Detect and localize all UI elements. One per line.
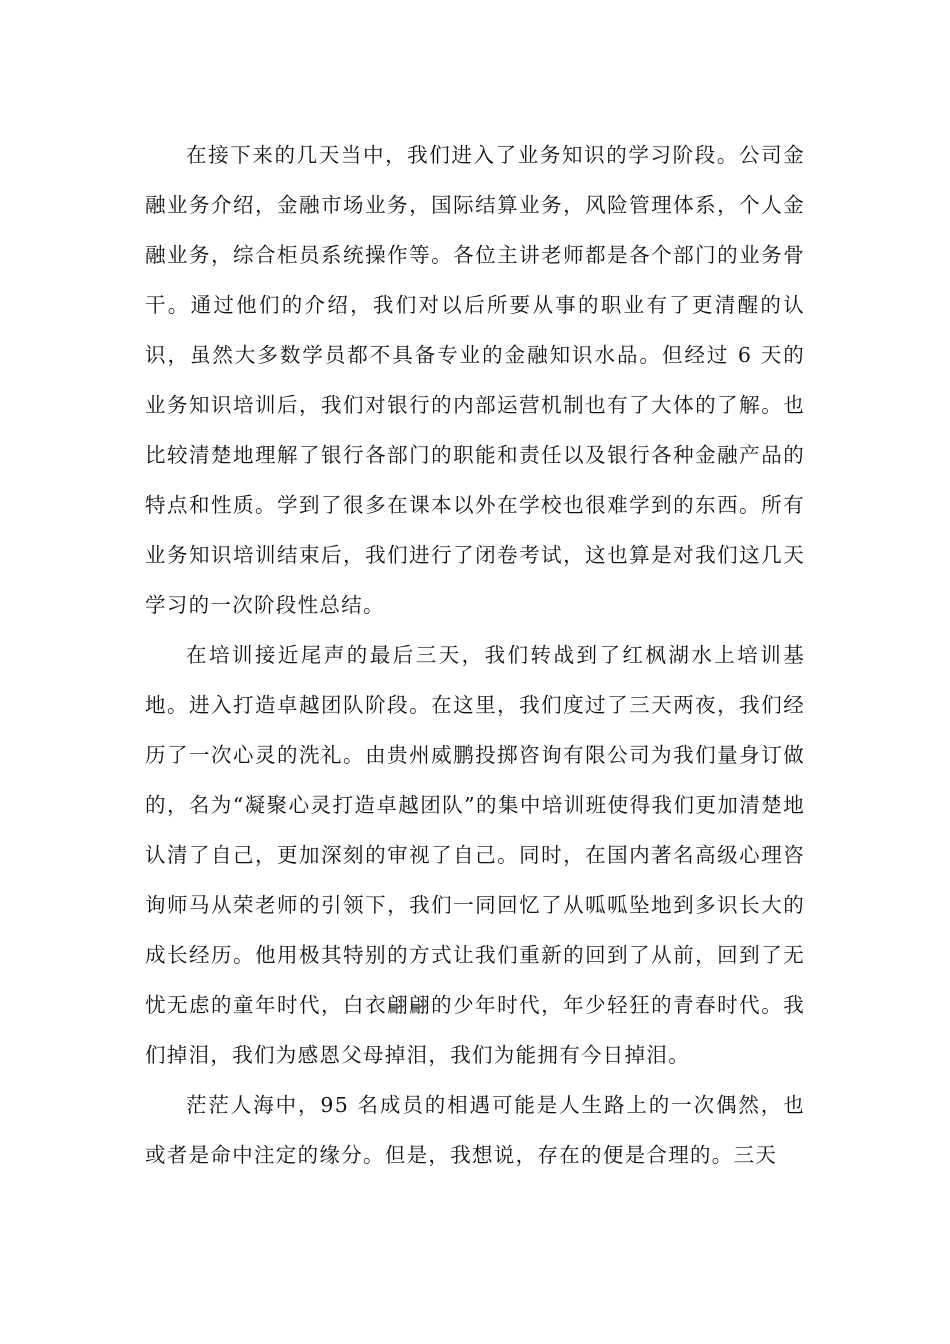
- paragraph-team-building: 在培训接近尾声的最后三天，我们转战到了红枫湖水上培训基地。进入打造卓越团队阶段。在这里，我们度过了三天两夜，我们经历了一次心灵的洗礼。由贵州威鹏投掷咨询有限公司为我们量身订做的，名为“凝聚心灵打造卓越团队”的集中培训班使得我们更加清楚地认清了自己，更加深刻的审视了自己。同时，在国内著名高级心理咨询师马从荣老师的引领下，我们一同回忆了从呱呱坠地到多识长大的成长经历。他用极其特别的方式让我们重新的回到了从前，回到了无忧无虑的童年时代，白衣翩翩的少年时代，年少轻狂的青春时代。我们掉泪，我们为感恩父母掉泪，我们为能拥有今日掉泪。: [145, 643, 805, 1067]
- paragraph-business-training: 在接下来的几天当中，我们进入了业务知识的学习阶段。公司金融业务介绍，金融市场业务，国际结算业务，风险管理体系，个人金融业务，综合柜员系统操作等。各位主讲老师都是各个部门的业务骨干。通过他们的介绍，我们对以后所要从事的职业有了更清醒的认识，虽然大多数学员都不具备专业的金融知识水品。但经过 6 天的业务知识培训后，我们对银行的内部运营机制也有了大体的了解。也比较清楚地理解了银行各部门的职能和责任以及银行各种金融产品的特点和性质。学到了很多在课本以外在学校也很难学到的东西。所有业务知识培训结束后，我们进行了闭卷考试，这也算是对我们这几天学习的一次阶段性总结。: [145, 143, 805, 617]
- paragraph-members-encounter: 茫茫人海中，95 名成员的相遇可能是人生路上的一次偶然，也或者是命中注定的缘分。但是，我想说，存在的便是合理的。三天: [145, 1093, 805, 1167]
- document-body: [145, 130, 805, 1180]
